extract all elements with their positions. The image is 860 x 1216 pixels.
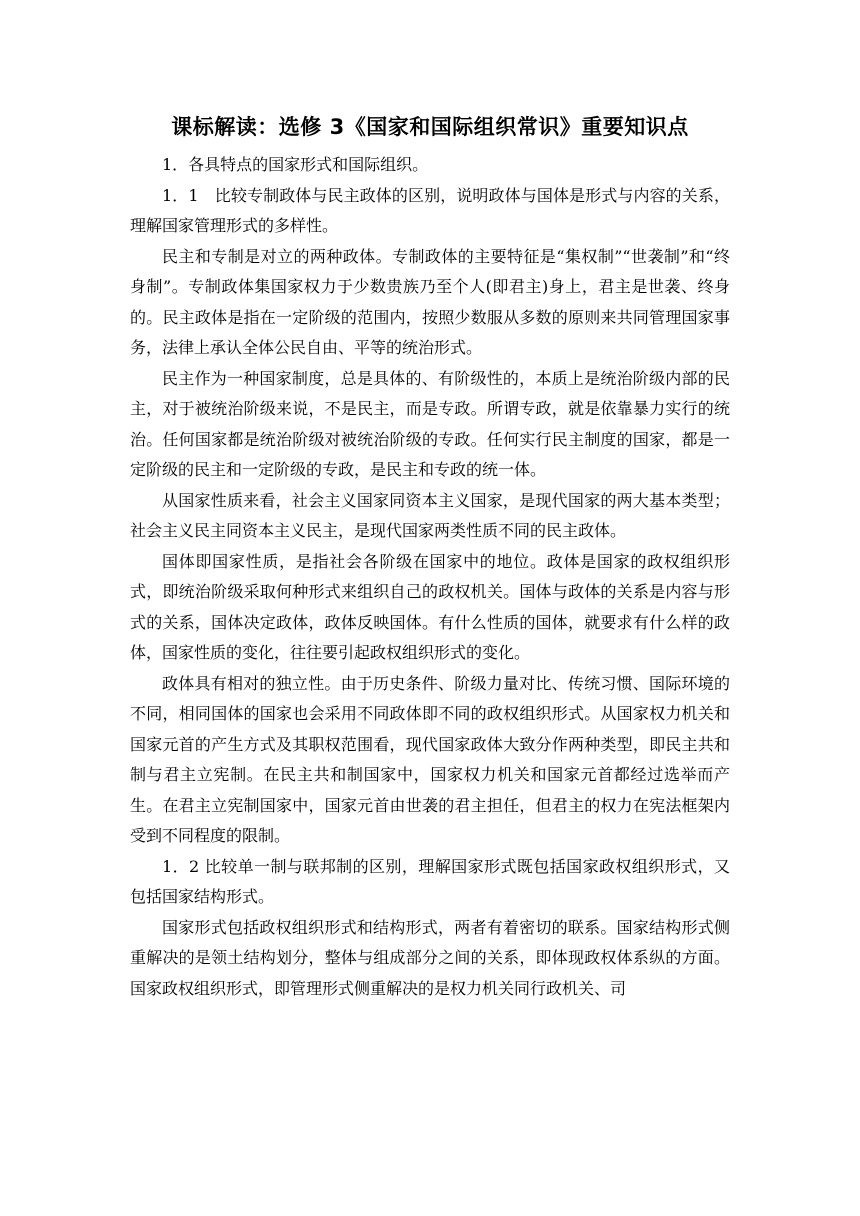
paragraph-state-nature-polity: 国体即国家性质，是指社会各阶级在国家中的地位。政体是国家的政权组织形式，即统治阶级采取何种形式来组织自己的政权机关。国体与政体的关系是内容与形式的关系，国体决定政体，政体反映国体。有什么性质的国体，就要求有什么样的政体，国家性质的变化，往往要引起政权组织形式的变化。 bbox=[130, 551, 730, 662]
paragraph-democracy-autocracy: 民主和专制是对立的两种政体。专制政体的主要特征是“集权制”“世袭制”和“终身制”。专制政体集国家权力于少数贵族乃至个人(即君主)身上，君主是世袭、终身的。民主政体是指在一定阶级的范围内，按照少数服从多数的原则来共同管理国家事务，法律上承认全体公民自由、平等的统治形式。 bbox=[130, 246, 730, 357]
paragraph-section-1-heading: 1．各具特点的国家形式和国际组织。 bbox=[162, 155, 429, 174]
paragraph-section-1-1-heading: 1．1 比较专制政体与民主政体的区别，说明政体与国体是形式与内容的关系，理解国家管理形式的多样性。 bbox=[130, 185, 730, 235]
paragraph-democracy-dictatorship: 民主作为一种国家制度，总是具体的、有阶级性的，本质上是统治阶级内部的民主，对于被统治阶级来说，不是民主，而是专政。所谓专政，就是依靠暴力实行的统治。任何国家都是统治阶级对被统治阶级的专政。任何实行民主制度的国家，都是一定阶级的民主和一定阶级的专政，是民主和专政的统一体。 bbox=[130, 368, 730, 479]
paragraph-state-form: 国家形式包括政权组织形式和结构形式，两者有着密切的联系。国家结构形式侧重解决的是领土结构划分，整体与组成部分之间的关系，即体现政权体系纵的方面。国家政权组织形式，即管理形式侧重解决的是权力机关同行政机关、司 bbox=[130, 917, 730, 998]
paragraph-polity-independence: 政体具有相对的独立性。由于历史条件、阶级力量对比、传统习惯、国际环境的不同，相同国体的国家也会采用不同政体即不同的政权组织形式。从国家权力机关和国家元首的产生方式及其职权范围看，现代国家政体大致分作两种类型，即民主共和制与君主立宪制。在民主共和制国家中，国家权力机关和国家元首都经过选举而产生。在君主立宪制国家中，国家元首由世袭的君主担任，但君主的权力在宪法框架内受到不同程度的限制。 bbox=[130, 673, 730, 845]
document-body bbox=[130, 150, 730, 1004]
paragraph-section-1-2-heading: 1．2 比较单一制与联邦制的区别，理解国家形式既包括国家政权组织形式，又包括国家结构形式。 bbox=[130, 856, 730, 906]
paragraph-state-types: 从国家性质来看，社会主义国家同资本主义国家，是现代国家的两大基本类型；社会主义民主同资本主义民主，是现代国家两类性质不同的民主政体。 bbox=[130, 490, 730, 540]
document-title: 课标解读：选修 3《国家和国际组织常识》重要知识点 bbox=[171, 115, 689, 139]
